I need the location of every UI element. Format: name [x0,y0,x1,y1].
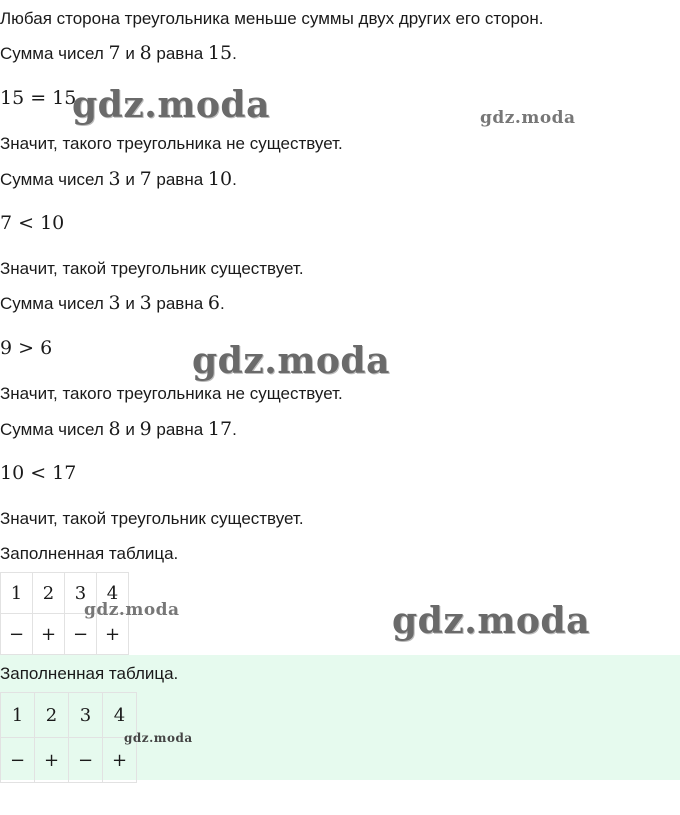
table-cell: − [1,738,35,783]
number-a: 3 [108,168,121,190]
sum-line-2 [0,168,237,191]
table-cell: 4 [97,573,129,614]
conclusion-1: Значит, такого треугольника не существует. [0,134,343,153]
table-cell: + [33,614,65,655]
table-cell: − [65,614,97,655]
number-b: 8 [139,42,152,64]
sum-prefix: Сумма чисел [0,170,109,189]
table-cell: 2 [33,573,65,614]
equals-word: равна [151,170,208,189]
rule-statement: Любая сторона треугольника меньше суммы двух других его сторон. [0,9,544,28]
sum-value: 17 [207,418,233,440]
table-cell: + [103,738,137,783]
number-a: 3 [108,292,121,314]
number-b: 3 [139,292,152,314]
equals-word: равна [151,294,208,313]
answer-block [0,655,680,780]
period: . [220,294,225,313]
equals-word: равна [151,420,208,439]
table-row [1,693,137,738]
watermark-logo: gdz.moda [84,600,180,620]
period: . [232,44,237,63]
sum-line-4 [0,418,237,441]
number-a: 8 [108,418,121,440]
table-cell: + [97,614,129,655]
comparison-1: 15 = 15 [0,87,77,109]
answer-table [0,692,137,783]
table-cell: + [35,738,69,783]
table-cell: − [69,738,103,783]
sum-line-1 [0,42,237,65]
sum-line-3 [0,292,225,315]
comparison-4: 10 < 17 [0,462,77,484]
table-cell: 1 [1,573,33,614]
sum-value: 10 [207,168,233,190]
table-caption: Заполненная таблица. [0,544,179,563]
number-b: 7 [139,168,152,190]
conjunction: и [120,420,140,439]
equals-word: равна [151,44,208,63]
sum-prefix: Сумма чисел [0,420,109,439]
watermark-logo: gdz.moda [72,84,270,126]
table-row [1,738,137,783]
sum-prefix: Сумма чисел [0,44,109,63]
conclusion-3: Значит, такого треугольника не существует. [0,384,343,403]
sum-value: 6 [207,292,220,314]
watermark-logo: gdz.moda [124,731,193,745]
table-cell: 2 [35,693,69,738]
period: . [232,170,237,189]
number-b: 9 [139,418,152,440]
table-cell: − [1,614,33,655]
watermark-logo: gdz.moda [480,108,576,128]
comparison-2: 7 < 10 [0,212,65,234]
period: . [232,420,237,439]
table-cell: 1 [1,693,35,738]
conjunction: и [120,294,140,313]
number-a: 7 [108,42,121,64]
answer-heading: Заполненная таблица. [0,664,179,683]
comparison-3: 9 > 6 [0,337,53,359]
conclusion-4: Значит, такой треугольник существует. [0,509,304,528]
conjunction: и [120,170,140,189]
conjunction: и [120,44,140,63]
table-cell: 3 [69,693,103,738]
table-cell: 4 [103,693,137,738]
watermark-logo: gdz.moda [392,600,590,642]
table-cell: 3 [65,573,97,614]
watermark-logo: gdz.moda [192,340,390,382]
sum-value: 15 [207,42,233,64]
conclusion-2: Значит, такой треугольник существует. [0,259,304,278]
sum-prefix: Сумма чисел [0,294,109,313]
